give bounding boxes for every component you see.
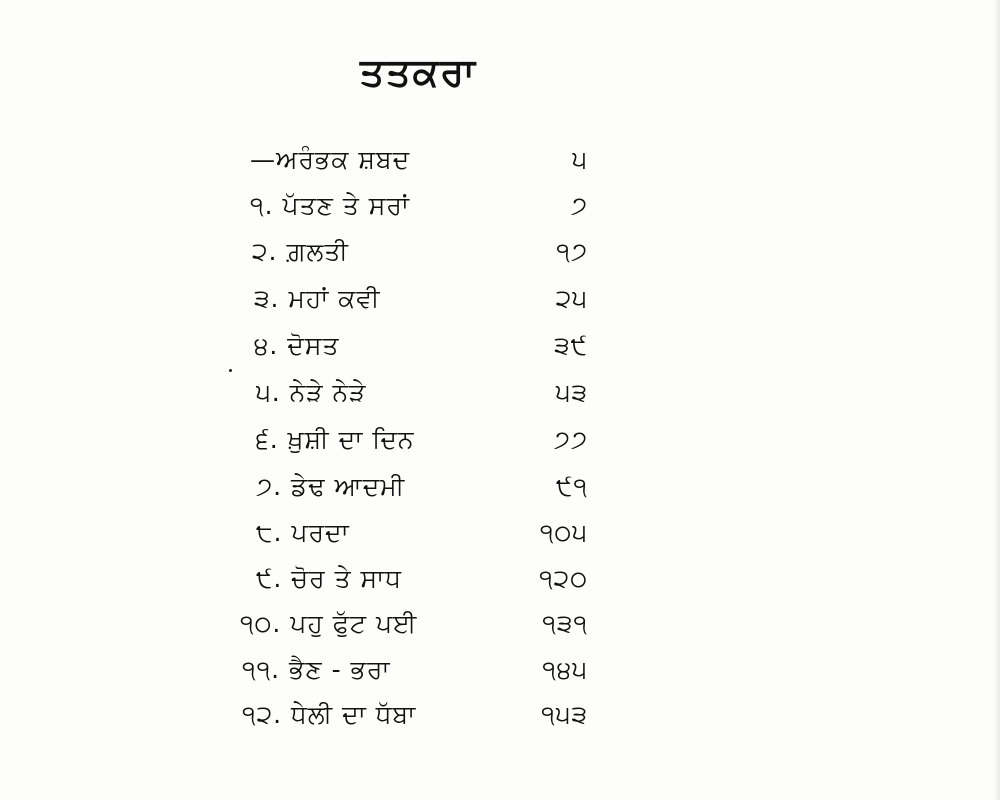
toc-entry: [0, 373, 1000, 413]
toc-entry-page: ੫: [572, 145, 588, 174]
toc-entry: [0, 513, 1000, 553]
toc-entry-title: ੧. ਪੱਤਣ ਤੇ ਸਰਾਂ: [250, 191, 410, 220]
toc-entry-title: ੧੦. ਪਹੁ ਫੁੱਟ ਪਈ: [240, 609, 418, 638]
toc-entry-page: ੩੯: [554, 331, 588, 360]
toc-entry-title: ੮. ਪਰਦਾ: [256, 518, 350, 547]
toc-entry-page: ੫੩: [555, 378, 588, 407]
toc-entry-title: ੫. ਨੇੜੇ ਨੇੜੇ: [256, 378, 367, 407]
toc-entry-page: ੧੨੦: [539, 564, 588, 593]
print-speck: [229, 369, 232, 372]
toc-entry: [0, 232, 1000, 272]
toc-entry-title: —ਅਰੰਭਕ ਸ਼ਬਦ: [250, 145, 411, 174]
page-title: ਤਤਕਰਾ: [360, 50, 477, 94]
toc-entry-page: ੭੭: [553, 425, 588, 454]
toc-entry-title: ੪. ਦੋਸਤ: [254, 331, 340, 360]
toc-entry-page: ੧੫੩: [541, 700, 588, 729]
toc-entry: [0, 604, 1000, 644]
toc-entry: [0, 695, 1000, 735]
toc-entry-page: ੧੪੫: [542, 655, 588, 684]
toc-entry-page: ੭: [570, 191, 588, 220]
toc-entry-page: ੧੭: [556, 237, 588, 266]
toc-entry-page: ੨੫: [555, 284, 588, 313]
toc-entry: [0, 420, 1000, 460]
toc-entry-title: ੧੨. ਧੇਲੀ ਦਾ ਧੱਬਾ: [242, 700, 417, 729]
toc-entry: [0, 559, 1000, 599]
toc-entry: [0, 186, 1000, 226]
toc-entry: [0, 650, 1000, 690]
page-edge-shadow: [994, 0, 1000, 800]
toc-entry-title: ੭. ਡੇਢ ਆਦਮੀ: [256, 472, 406, 501]
toc-entry-title: ੧੧. ਭੈਣ - ਭਰਾ: [242, 655, 391, 684]
toc-entry-title: ੬. ਖ਼ੁਸ਼ੀ ਦਾ ਦਿਨ: [256, 425, 415, 454]
toc-entry: [0, 279, 1000, 319]
toc-entry: [0, 140, 1000, 180]
toc-entry: [0, 467, 1000, 507]
toc-entry-title: ੩. ਮਹਾਂ ਕਵੀ: [254, 284, 381, 313]
toc-entry-page: ੧੦੫: [539, 518, 588, 547]
toc-entry-page: ੯੧: [556, 472, 588, 501]
toc-entry-page: ੧੩੧: [542, 609, 588, 638]
toc-entry-title: ੨. ਗ਼ਲਤੀ: [252, 237, 349, 266]
toc-entry-title: ੯. ਚੋਰ ਤੇ ਸਾਧ: [256, 564, 403, 593]
toc-entry: [0, 326, 1000, 366]
